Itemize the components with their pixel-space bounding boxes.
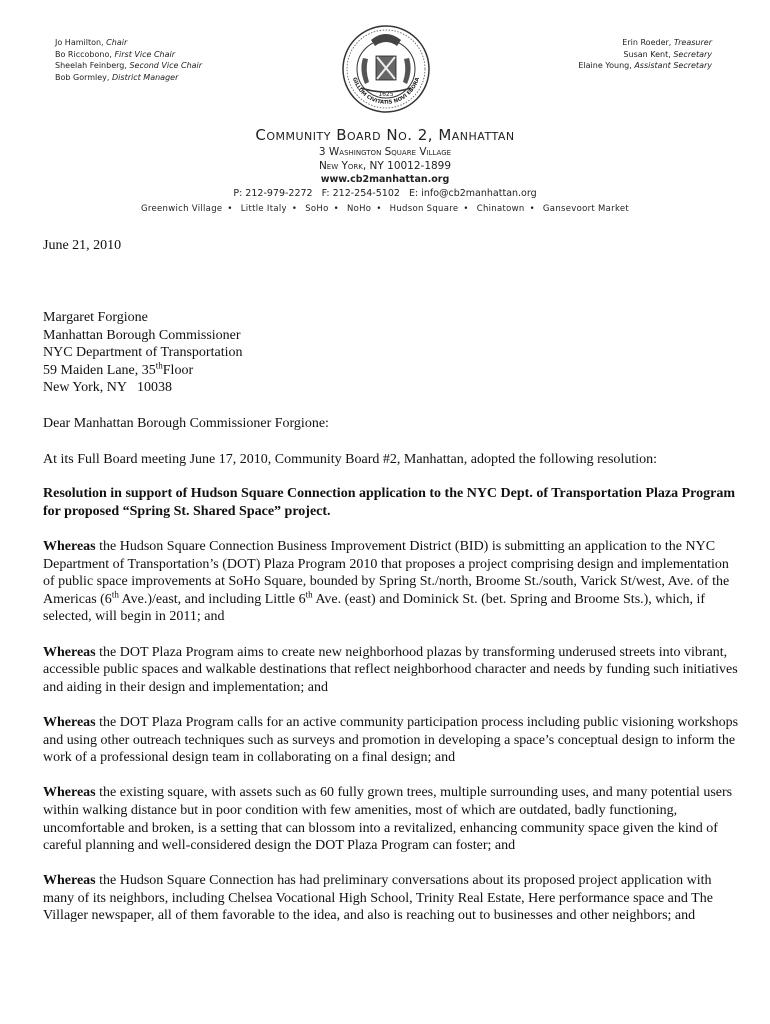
whereas-paragraph: Whereas the existing square, with assets such as 60 fully grown trees, multiple surrounding uses, and many potential users within walking distance but in poor condition with few amenities, most of which are outdated, badly functioning, uncomfortable and broken, is a setting that can blossom into a revitalized, enhancing community space given the kind of careful planning and well-considered design the DOT Plaza Program can foster; and xyxy=(43,785,733,854)
officer-treasurer: Erin Roeder, Treasurer xyxy=(622,38,712,47)
letter-date: June 21, 2010 xyxy=(43,238,122,253)
salutation: Dear Manhattan Borough Commissioner Forgione: xyxy=(43,416,329,431)
officer-secretary: Susan Kent, Secretary xyxy=(623,49,712,59)
whereas-paragraph: Whereas the DOT Plaza Program calls for an active community participation process including public visioning workshops and using other outreach techniques such as surveys and promotion in developing a space’s conceptual design to inform the work of a professional design team in collaborating on a final design; and xyxy=(43,714,739,766)
recipient-block xyxy=(43,309,743,397)
nyc-seal-icon xyxy=(341,22,431,117)
address-line-1: 3 Washington Square Village xyxy=(318,146,452,158)
officer-second-vice-chair: Sheelah Feinberg, Second Vice Chair xyxy=(55,61,203,70)
resolution-body xyxy=(43,538,743,943)
officer-assistant-secretary: Elaine Young, Assistant Secretary xyxy=(578,61,712,70)
recipient-dept: NYC Department of Transportation xyxy=(43,345,243,361)
officer-district-manager: Bob Gormley, District Manager xyxy=(55,72,179,82)
officers-right xyxy=(578,37,712,72)
officer-first-vice-chair: Bo Riccobono, First Vice Chair xyxy=(55,49,176,59)
seal-year: 1625 xyxy=(378,91,394,98)
letterhead xyxy=(0,125,770,217)
neighborhood: Hudson Square xyxy=(389,204,459,214)
website-link[interactable]: www.cb2manhattan.org xyxy=(320,174,450,185)
intro-paragraph: At its Full Board meeting June 17, 2010, Community Board #2, Manhattan, adopted the following resolution: xyxy=(43,452,657,467)
resolution-title: Resolution in support of Hudson Square Connection application to the NYC Dept. of Transportation Plaza Program for proposed “Spring St. Shared Space” project. xyxy=(43,486,736,519)
recipient-title: Manhattan Borough Commissioner xyxy=(43,327,241,343)
board-name: Community Board No. 2, Manhattan xyxy=(255,126,515,144)
contact-line: P: 212-979-2272 F: 212-254-5102 E: info@cb2manhattan.org xyxy=(233,188,537,199)
whereas-paragraph: Whereas the Hudson Square Connection Business Improvement District (BID) is submitting an application to the NYC Department of Transportation’s (DOT) Plaza Program 2010 that proposes a project comprising design and implementation of public space improvements at SoHo Square, bounded by Spring St./north, Broome St./south, Varick St/west, Ave. of the Americas (6th Ave.)/east, and including Little 6th Ave. (east) and Dominick St. (bet. Spring and Broome Sts.), which, if selected, will begin in 2011; and xyxy=(43,539,730,625)
whereas-paragraph: Whereas the Hudson Square Connection has had preliminary conversations about its proposed project application with many of its neighbors, including Chelsea Vocational High School, Trinity Real Estate, Here performance space and The Villager newspaper, all of them favorable to the idea, and also is reaching out to businesses and other neighbors; and xyxy=(43,873,713,924)
recipient-name: Margaret Forgione xyxy=(43,310,148,325)
officers-left xyxy=(55,37,202,83)
whereas-paragraph: Whereas the DOT Plaza Program aims to create new neighborhood plazas by transforming underused streets into vibrant, accessible public spaces and walkable destinations that reflect neighborhood character and needs by funding such initiatives and aiding in their design and implementation; and xyxy=(43,644,738,695)
officer-chair: Jo Hamilton, Chair xyxy=(55,38,128,47)
neighborhood: Chinatown xyxy=(476,204,525,214)
address-line-2: New York, NY 10012-1899 xyxy=(318,160,452,172)
recipient-city: New York, NY 10038 xyxy=(43,380,172,396)
neighborhood: NoHo xyxy=(346,204,372,214)
neighborhood: SoHo xyxy=(305,204,329,214)
neighborhoods-line: Greenwich Village • Little Italy • SoHo • NoHo • Hudson Square • Chinatown • Gansevoort Market xyxy=(140,204,630,214)
recipient-street: 59 Maiden Lane, 35thFloor xyxy=(43,360,194,378)
neighborhood: Greenwich Village xyxy=(140,204,223,214)
seal-motto: GILLUM CIVITATIS NOVI EBORA xyxy=(351,76,421,106)
neighborhood: Little Italy xyxy=(240,204,287,214)
neighborhood: Gansevoort Market xyxy=(542,204,630,214)
